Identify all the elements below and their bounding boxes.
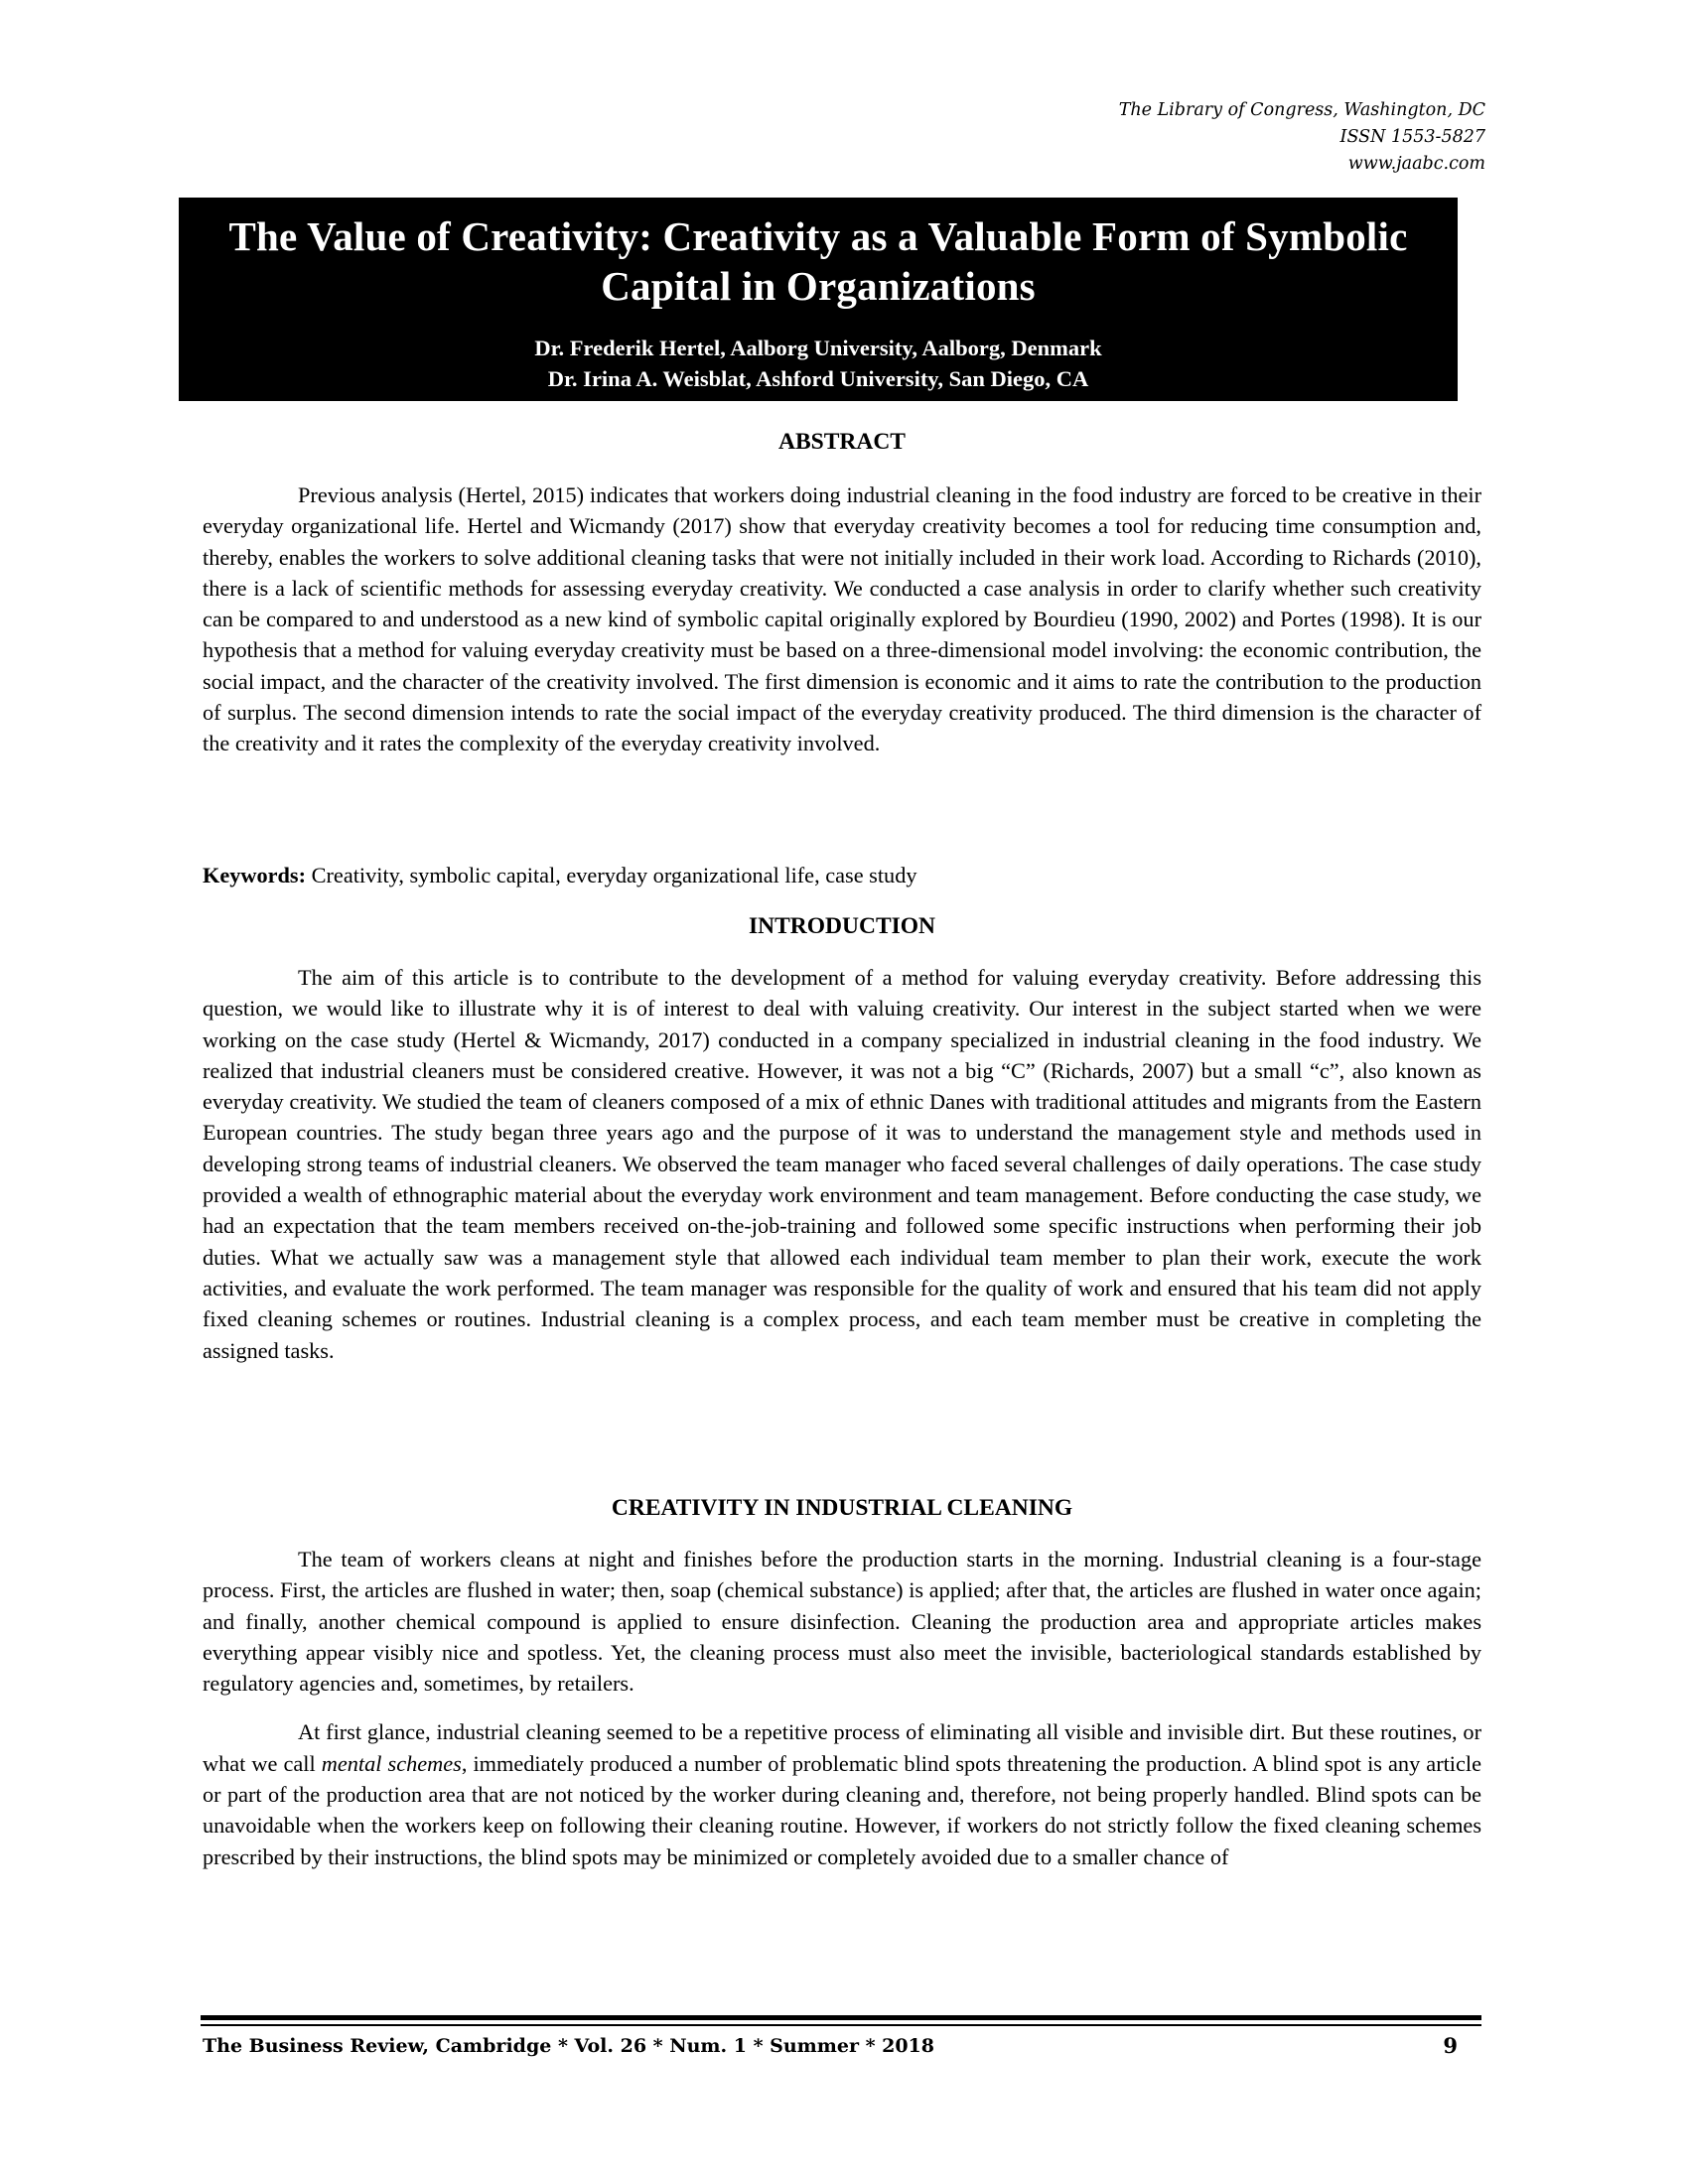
keywords-line bbox=[203, 860, 1481, 890]
masthead bbox=[1119, 97, 1485, 178]
masthead-library: The Library of Congress, Washington, DC bbox=[1118, 100, 1485, 120]
journal-citation: The Business Review, Cambridge * Vol. 26 * Num. 1 * Summer * 2018 bbox=[203, 2035, 935, 2057]
paragraph-2-end: , immediately produced a number of problematic blind spots threatening the production. A blind spot is any article or part of the production area that are not noticed by the worker during cleaning and, therefore, not being properly handled. Blind spots can be unavoidable when the workers keep on following their cleaning routine. However, if workers do not strictly follow the fixed cleaning schemes prescribed by their instructions, the blind spots may be minimized or completely avoided due to a smaller chance of bbox=[203, 1750, 1481, 1869]
author-list bbox=[179, 333, 1458, 394]
author-2: Dr. Irina A. Weisblat, Ashford University, San Diego, CA bbox=[547, 366, 1089, 391]
footer-rule-thick bbox=[201, 2015, 1481, 2020]
introduction-text: The aim of this article is to contribute to the development of a method for valuing everyday creativity. Before addressing this question, we would like to illustrate why it is of interest to deal with valuing creativity. Our interest in the subject started when we were working on the case study (Hertel & Wicmandy, 2017) conducted in a company specialized in industrial cleaning in the food industry. We realized that industrial cleaners must be considered creative. However, it was not a big “C” (Richards, 2007) but a small “c”, also known as everyday creativity. We studied the team of cleaners composed of a mix of ethnic Danes with traditional attitudes and migrants from the Eastern European countries. The study began three years ago and the purpose of it was to understand the management style and methods used in developing strong teams of industrial cleaners. We observed the team manager who faced several challenges of daily operations. The case study provided a wealth of ethnographic material about the everyday work environment and team management. Before conducting the case study, we had an expectation that the team members received on-the-job-training and followed some specific instructions when performing their job duties. What we actually saw was a management style that allowed each individual team member to plan their work, execute the work activities, and evaluate the work performed. The team manager was responsible for the quality of work and ensured that his team did not apply fixed cleaning schemes or routines. Industrial cleaning is a complex process, and each team member must be creative in completing the assigned tasks. bbox=[203, 965, 1481, 1363]
masthead-issn: ISSN 1553-5827 bbox=[1339, 127, 1485, 147]
page-footer bbox=[203, 2032, 1481, 2060]
abstract-text: Previous analysis (Hertel, 2015) indicates that workers doing industrial cleaning in the food industry are forced to be creative in their everyday organizational life. Hertel and Wicmandy (2017) show that everyday creativity becomes a tool for reducing time consumption and, thereby, enables the workers to solve additional cleaning tasks that were not initially included in their work load. According to Richards (2010), there is a lack of scientific methods for assessing everyday creativity. We conducted a case analysis in order to clarify whether such creativity can be compared to and understood as a new kind of symbolic capital originally explored by Bourdieu (1990, 2002) and Portes (1998). It is our hypothesis that a method for valuing everyday creativity must be based on a three-dimensional model involving: the economic contribution, the social impact, and the character of the creativity involved. The first dimension is economic and it aims to rate the contribution to the production of surplus. The second dimension intends to rate the social impact of the everyday creativity produced. The third dimension is the character of the creativity and it rates the complexity of the everyday creativity involved. bbox=[203, 482, 1481, 756]
author-1: Dr. Frederik Hertel, Aalborg University, Aalborg, Denmark bbox=[534, 336, 1102, 360]
title-banner bbox=[179, 198, 1458, 401]
introduction-heading: INTRODUCTION bbox=[748, 913, 936, 939]
creativity-paragraph-1: The team of workers cleans at night and finishes before the production starts in the morning. Industrial cleaning is a four-stage process. First, the articles are flushed in water; then, soap (chemical substance) is applied; after that, the articles are flushed in water once again; and finally, another chemical compound is applied to ensure disinfection. Cleaning the production area and appropriate articles makes everything appear visibly nice and spotless. Yet, the cleaning process must also meet the invisible, bacteriological standards established by regulatory agencies and, sometimes, by retailers. bbox=[203, 1547, 1481, 1697]
keywords-text: Creativity, symbolic capital, everyday organizational life, case study bbox=[306, 863, 917, 887]
creativity-section bbox=[203, 1493, 1481, 1872]
masthead-website: www.jaabc.com bbox=[1347, 154, 1485, 174]
introduction-section bbox=[203, 911, 1481, 1366]
abstract-heading: ABSTRACT bbox=[778, 429, 906, 455]
creativity-heading: CREATIVITY IN INDUSTRIAL CLEANING bbox=[611, 1495, 1073, 1521]
creativity-paragraph-2 bbox=[203, 1716, 1481, 1871]
page-number: 9 bbox=[1443, 2033, 1458, 2058]
footer-rule-thin bbox=[201, 2024, 1481, 2026]
emphasis-mental-schemes: mental schemes bbox=[321, 1750, 462, 1776]
keywords bbox=[203, 860, 1481, 890]
keywords-label: Keywords: bbox=[203, 863, 307, 887]
abstract-section bbox=[203, 427, 1481, 759]
paper-title: The Value of Creativity: Creativity as a Valuable Form of Symbolic Capital in Organizations bbox=[228, 213, 1408, 309]
paragraph-2-start: At first glance, industrial cleaning seemed to be a repetitive process of eliminating all visible and invisible dirt. But these routines, or what we call bbox=[203, 1719, 1481, 1776]
